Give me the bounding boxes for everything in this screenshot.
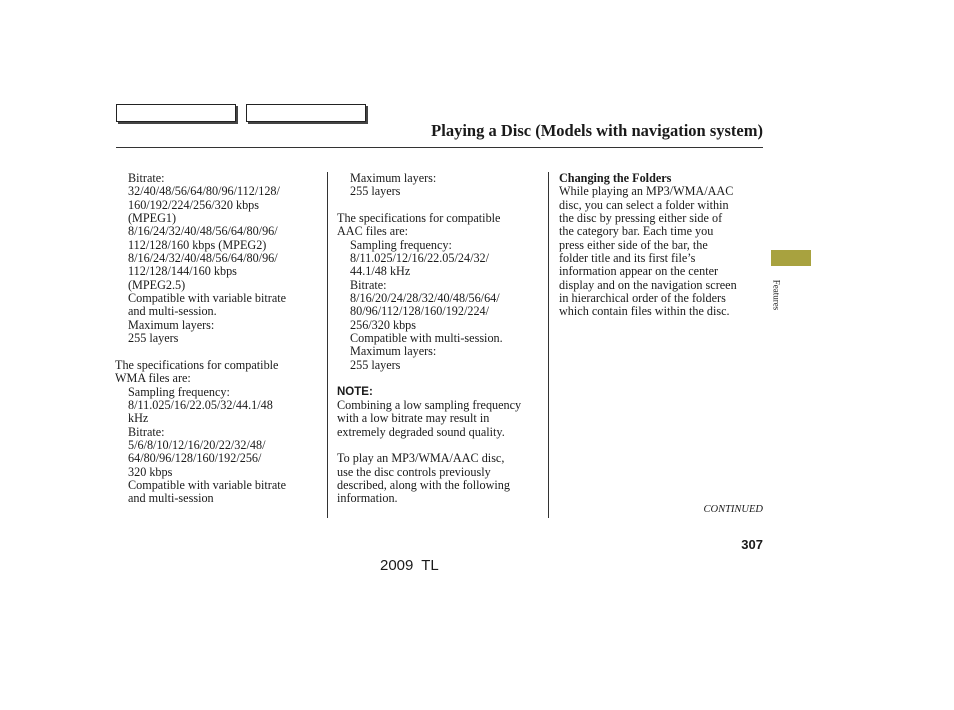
mp3-bitrate-label: Bitrate: [128, 171, 165, 185]
text-line: described, along with the following [337, 477, 510, 492]
continued-label: CONTINUED [703, 504, 763, 515]
text-line: 112/128/144/160 kbps [128, 264, 237, 279]
column-3 [559, 172, 759, 319]
text-line: with a low bitrate may result in [337, 411, 490, 426]
text-line: kHz [128, 411, 149, 426]
text-line: information appear on the center [559, 264, 719, 279]
text-line: 8/16/24/32/40/48/56/64/80/96/ [128, 224, 278, 239]
page-number: 307 [741, 537, 763, 552]
text-line: The specifications for compatible [337, 211, 501, 226]
text-line: disc, you can select a folder within [559, 197, 729, 212]
text-line: display and on the navigation screen [559, 277, 737, 292]
text-line: in hierarchical order of the folders [559, 291, 726, 306]
text-line: 32/40/48/56/64/80/96/112/128/ [128, 184, 280, 199]
footer-model: 2009 TL [380, 557, 439, 574]
text-line: AAC files are: [337, 224, 409, 239]
aac-sampling-label: Sampling frequency: [350, 237, 452, 252]
text-line: 80/96/112/128/160/192/224/ [350, 304, 490, 319]
text-line: the disc by pressing either side of [559, 211, 723, 226]
page-title: Playing a Disc (Models with navigation system) [431, 121, 763, 140]
section-tab-label [762, 273, 790, 317]
text-line: which contain files within the disc. [559, 304, 730, 319]
text-line: Compatible with variable bitrate [128, 477, 287, 492]
title-divider [116, 147, 763, 148]
text-line: (MPEG2.5) [128, 277, 186, 292]
text-line: 5/6/8/10/12/16/20/22/32/48/ [128, 437, 266, 452]
text-line: 160/192/224/256/320 kbps [128, 197, 260, 212]
text-line: 320 kbps [128, 464, 173, 479]
column-1 [115, 172, 325, 506]
text-line: extremely degraded sound quality. [337, 424, 505, 439]
text-line: and multi-session. [128, 304, 217, 319]
text-line: use the disc controls previously [337, 464, 491, 479]
text-line: the category bar. Each time you [559, 224, 714, 239]
text-line: 8/11.025/12/16/22.05/24/32/ [350, 251, 490, 266]
text-line: press either side of the bar, the [559, 237, 708, 252]
aac-max-layers-label: Maximum layers: [350, 344, 437, 359]
text-line: 112/128/160 kbps (MPEG2) [128, 237, 267, 252]
text-line: While playing an MP3/WMA/AAC [559, 184, 734, 199]
text-line: folder title and its first file’s [559, 251, 696, 266]
aac-bitrate-label: Bitrate: [350, 277, 387, 292]
aac-max-layers-value: 255 layers [350, 357, 401, 372]
text-line: WMA files are: [115, 371, 191, 386]
wma-bitrate-label: Bitrate: [128, 424, 165, 439]
nav-button-right[interactable] [246, 104, 366, 122]
section-tab-text: Features [771, 279, 781, 311]
text-line: 256/320 kbps [350, 317, 417, 332]
text-line: To play an MP3/WMA/AAC disc, [337, 451, 505, 466]
text-line: 64/80/96/128/160/192/256/ [128, 451, 262, 466]
section-tab[interactable] [771, 250, 811, 266]
column-2 [337, 172, 545, 506]
text-line: 44.1/48 kHz [350, 264, 411, 279]
column-divider-2 [548, 172, 549, 518]
wma-max-layers-label: Maximum layers: [350, 171, 437, 185]
mp3-max-layers-label: Maximum layers: [128, 317, 215, 332]
text-line: 8/11.025/16/22.05/32/44.1/48 [128, 397, 273, 412]
note-label: NOTE: [337, 385, 373, 398]
text-line: information. [337, 491, 398, 506]
text-line: (MPEG1) [128, 211, 177, 226]
text-line: Compatible with variable bitrate [128, 291, 287, 306]
text-line: Combining a low sampling frequency [337, 397, 522, 412]
text-line: 8/16/24/32/40/48/56/64/80/96/ [128, 251, 278, 266]
column-divider-1 [327, 172, 328, 518]
mp3-max-layers-value: 255 layers [128, 331, 179, 346]
section-heading: Changing the Folders [559, 171, 672, 185]
text-line: The specifications for compatible [115, 357, 279, 372]
wma-max-layers-value: 255 layers [350, 184, 401, 199]
text-line: 8/16/20/24/28/32/40/48/56/64/ [350, 291, 500, 306]
aac-multisession: Compatible with multi-session. [350, 331, 503, 346]
wma-sampling-label: Sampling frequency: [128, 384, 230, 399]
text-line: and multi-session [128, 491, 214, 506]
nav-button-left[interactable] [116, 104, 236, 122]
